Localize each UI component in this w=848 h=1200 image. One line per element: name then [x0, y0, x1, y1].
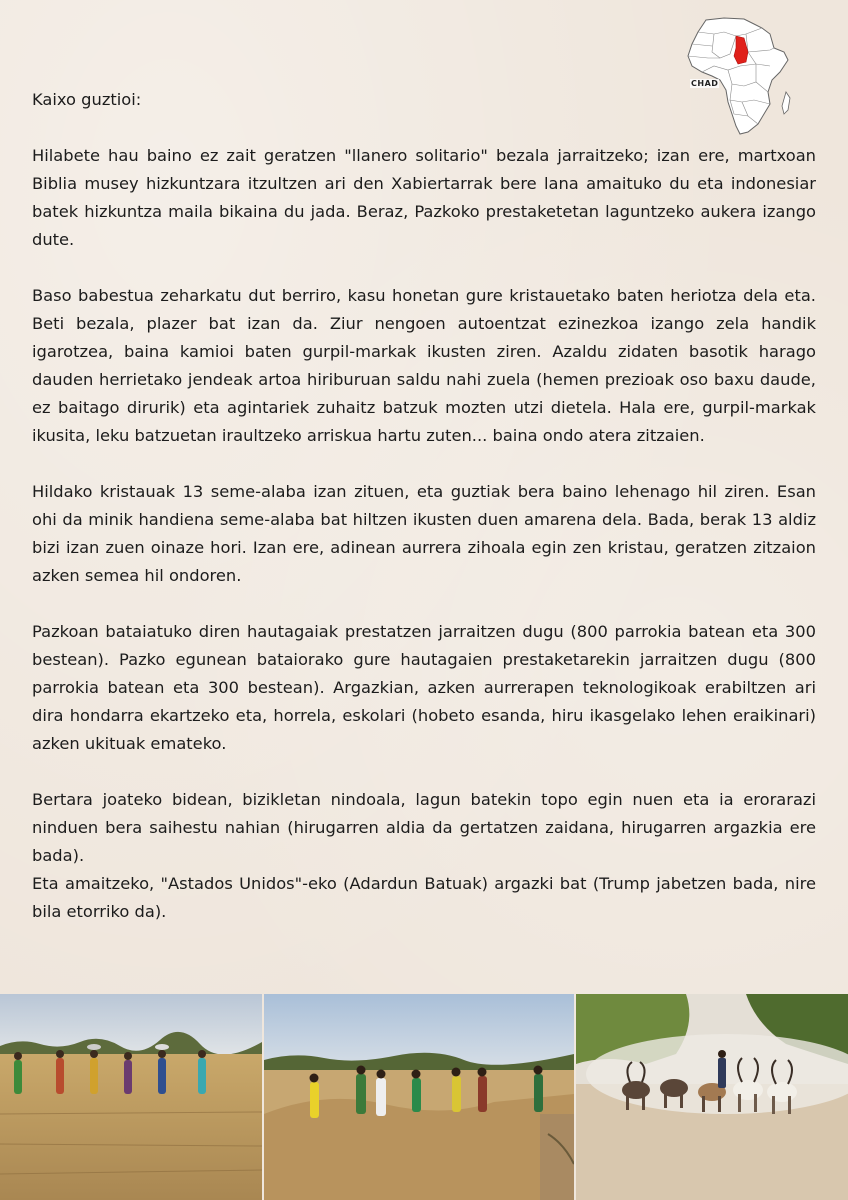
- map-label: CHAD: [691, 79, 719, 88]
- paragraph: Hilabete hau baino ez zait geratzen "llanero solitario" bezala jarraitzeko; izan ere, martxoan Biblia musey hizkuntzara itzultzen ari den Xabiertarrak bere lana amaituko du eta indonesiar batek hizkuntza maila bikaina du jada. Beraz, Pazkoko prestaketetan laguntzeko aukera izango dute.: [32, 146, 816, 249]
- closing-paragraph: Eta amaitzeko, "Astados Unidos"-eko (Adardun Batuak) argazki bat (Trump jabetzen bada, nire bila etorriko da).: [32, 874, 816, 921]
- women-carrying-loads-photo: [0, 994, 262, 1200]
- paragraph: Baso babestua zeharkatu dut berriro, kasu honetan gure kristauetako baten heriotza dela eta. Beti bezala, plazer bat izan da. Ziur nengoen autoentzat ezinezkoa izango zela handik igarotzea, baina kamioi baten gurpil-markak ikusten ziren. Azaldu zidaten basotik harago dauden herrietako jendeak artoa hiriburuan saldu nahi zuela (hemen prezioak oso baxu daude, ez baitago dirurik) eta agintariek zuhaitz batzuk mozten utzi dietela. Hala ere, gurpil-markak ikusita, leku batzuetan iraultzeko arriskua hartu zuten... baina ondo atera zitzaien.: [32, 286, 816, 445]
- paragraph: Bertara joateko bidean, bizikletan nindoala, lagun batekin topo egin nuen eta ia erorarazi ninduen bera saihestu nahian (hirugarren aldia da gertatzen zaidana, hirugarren argazkia ere bada).: [32, 790, 816, 865]
- greeting: Kaixo guztioi:: [32, 90, 142, 109]
- people-carrying-sand-photo: [264, 994, 574, 1200]
- paragraph: Pazkoan bataiatuko diren hautagaiak prestatzen jarraitzen dugu (800 parrokia batean eta 300 bestean). Pazko egunean bataiorako gure hautagaien prestaketarekin jarraitzen dugu (800 parrokia batean eta 300 bestean). Argazkian, azken aurrerapen teknologikoak erabiltzen ari dira hondarra ekartzeko eta, horrela, eskolari (hobeto esanda, hiru ikasgelako lehen eraikinari) azken ukituak emateko.: [32, 622, 816, 753]
- letter-body: [32, 86, 816, 926]
- long-horned-cattle-photo: [576, 994, 848, 1200]
- paragraph: Hildako kristauak 13 seme-alaba izan zituen, eta guztiak bera baino lehenago hil ziren. Esan ohi da minik handiena seme-alaba bat hiltzen ikusten duen amarena dela. Bada, berak 13 aldiz bizi izan zuen oinaze hori. Izan ere, adinean aurrera zihoala egin zen kristau, geratzen zitzaion azken semea hil ondoren.: [32, 482, 816, 585]
- photo-strip: [0, 994, 848, 1200]
